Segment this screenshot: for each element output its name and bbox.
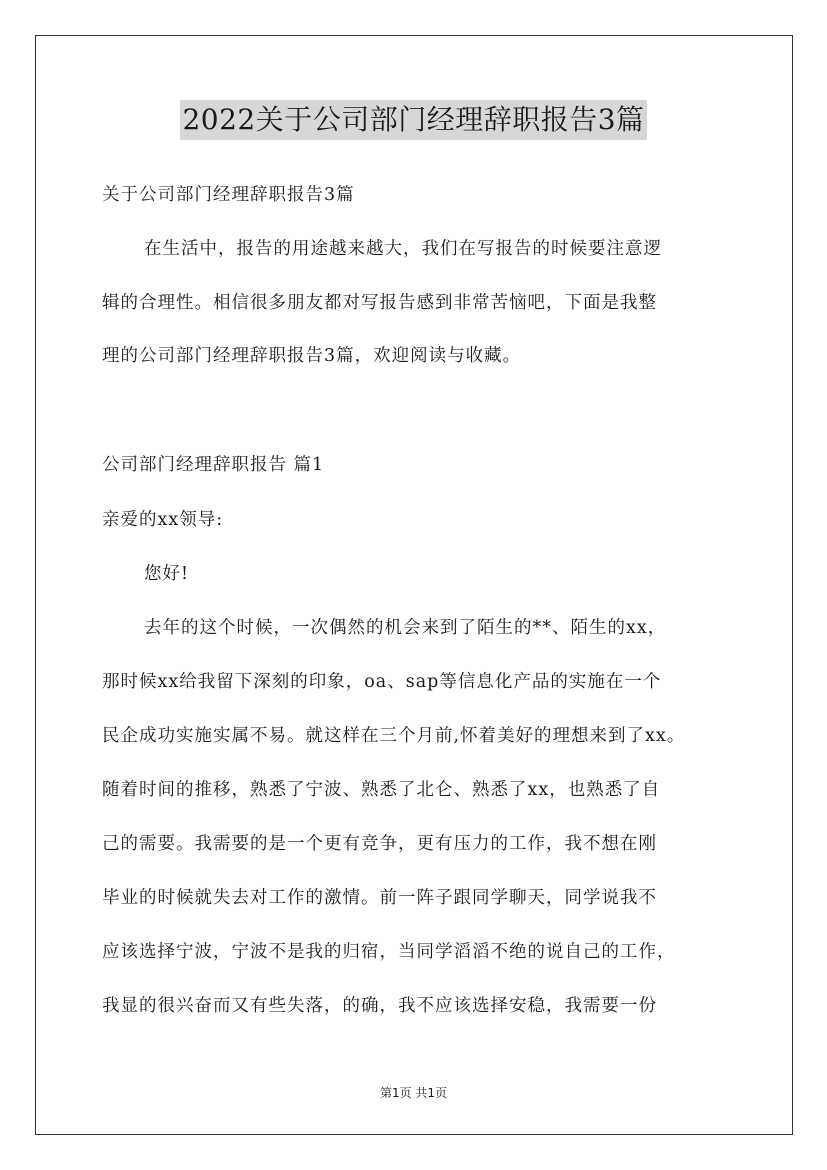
- salutation: 亲爱的xx领导:: [102, 510, 224, 530]
- section-heading: 公司部门经理辞职报告 篇1: [102, 455, 325, 475]
- body-line-1: 去年的这个时候，一次偶然的机会来到了陌生的**、陌生的xx，: [144, 618, 667, 638]
- document-title: 2022关于公司部门经理辞职报告3篇: [180, 100, 646, 140]
- intro-line-2: 辑的合理性。相信很多朋友都对写报告感到非常苦恼吧，下面是我整: [102, 293, 657, 313]
- greeting: 您好!: [144, 564, 190, 584]
- document-subtitle: 关于公司部门经理辞职报告3篇: [102, 185, 355, 205]
- intro-line-3: 理的公司部门经理辞职报告3篇，欢迎阅读与收藏。: [102, 346, 522, 366]
- body-line-2: 那时候xx给我留下深刻的印象，oa、sap等信息化产品的实施在一个: [102, 672, 662, 692]
- body-line-3: 民企成功实施实属不易。就这样在三个月前,怀着美好的理想来到了xx。: [102, 726, 686, 746]
- body-line-5: 己的需要。我需要的是一个更有竞争，更有压力的工作，我不想在刚: [102, 834, 657, 854]
- body-line-7: 应该选择宁波，宁波不是我的归宿，当同学滔滔不绝的说自己的工作，: [102, 942, 676, 962]
- body-line-4: 随着时间的推移，熟悉了宁波、熟悉了北仑、熟悉了xx，也熟悉了自: [102, 780, 661, 800]
- title-container: [0, 100, 827, 140]
- body-line-6: 毕业的时候就失去对工作的激情。前一阵子跟同学聊天，同学说我不: [102, 888, 657, 908]
- intro-line-1: 在生活中，报告的用途越来越大，我们在写报告的时候要注意逻: [144, 239, 662, 259]
- body-line-8: 我显的很兴奋而又有些失落，的确，我不应该选择安稳，我需要一份: [102, 996, 657, 1016]
- page-footer: 第1页 共1页: [379, 1086, 448, 1100]
